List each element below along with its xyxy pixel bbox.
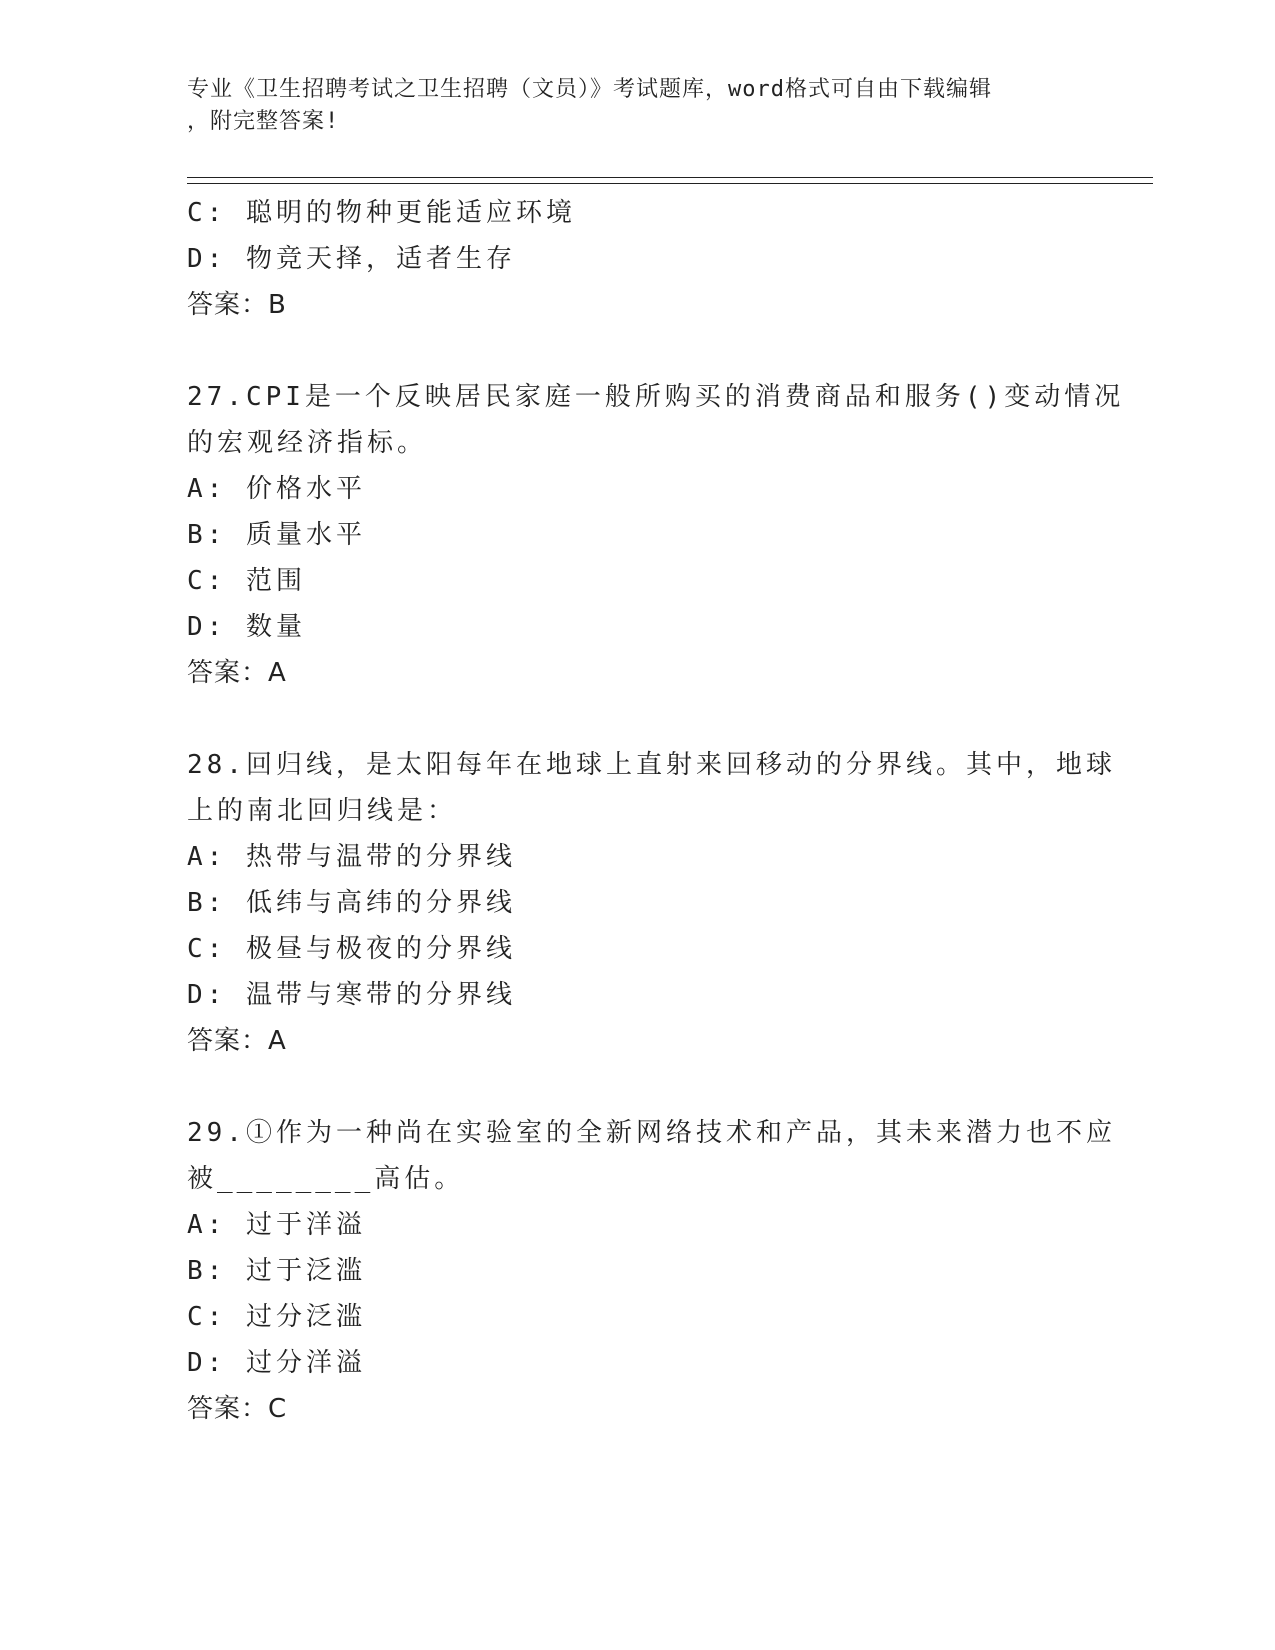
question-28 [187,742,1116,1064]
q27-stem-line-1: 27.CPI是一个反映居民家庭一般所购买的消费商品和服务()变动情况 [187,382,1125,412]
q28-stem [187,742,1116,834]
q27-stem [187,374,1125,466]
q29-stem [187,1110,1116,1202]
q28-answer: 答案：A [187,1026,287,1056]
question-content [187,190,1125,1432]
header-divider-top [187,177,1153,178]
q27-answer: 答案：A [187,658,287,688]
q28-option-b: B: 低纬与高纬的分界线 [187,888,516,918]
q26-option-d: D: 物竞天择，适者生存 [187,244,516,274]
q27-option-b: B: 质量水平 [187,520,366,550]
q29-stem-line-1: 29.①作为一种尚在实验室的全新网络技术和产品，其未来潜力也不应 [187,1118,1116,1148]
q28-stem-line-2: 上的南北回归线是： [187,796,458,826]
header-divider-bottom [187,183,1153,184]
q28-option-d: D: 温带与寒带的分界线 [187,980,516,1010]
q29-answer: 答案：C [187,1394,288,1424]
q26-answer: 答案：B [187,290,287,320]
q27-stem-line-2: 的宏观经济指标。 [187,428,428,458]
q29-option-a: A: 过于洋溢 [187,1210,366,1240]
question-26 [187,190,1087,328]
q27-option-c: C: 范围 [187,566,306,596]
q29-stem-line-2: 被________高估。 [187,1164,465,1194]
q28-stem-line-1: 28.回归线，是太阳每年在地球上直射来回移动的分界线。其中，地球 [187,750,1116,780]
q28-option-c: C: 极昼与极夜的分界线 [187,934,516,964]
q27-option-a: A: 价格水平 [187,474,366,504]
question-29 [187,1110,1116,1432]
q29-option-b: B: 过于泛滥 [187,1256,366,1286]
q29-option-d: D: 过分洋溢 [187,1348,366,1378]
q29-option-c: C: 过分泛滥 [187,1302,366,1332]
q26-option-c: C: 聪明的物种更能适应环境 [187,198,576,228]
question-27 [187,374,1125,696]
q28-option-a: A: 热带与温带的分界线 [187,842,516,872]
q27-option-d: D: 数量 [187,612,306,642]
header-line-1: 专业《卫生招聘考试之卫生招聘（文员）》考试题库，word格式可自由下载编辑 [187,77,992,102]
document-header [187,74,1087,138]
header-line-2: ，附完整答案! [187,109,340,134]
